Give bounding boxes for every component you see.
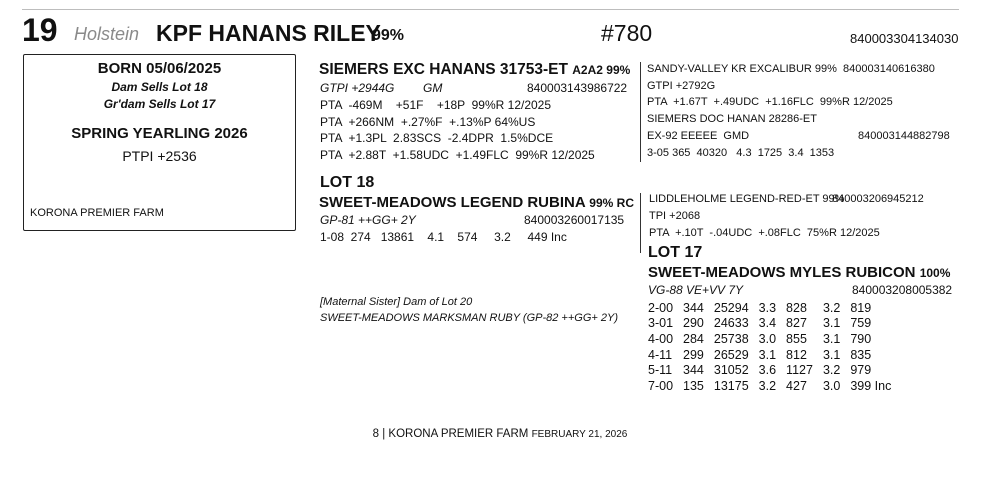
ptpi-value: PTPI +2536 — [122, 148, 197, 164]
born-date: BORN 05/06/2025 — [97, 60, 222, 77]
maternal-sister-name: SWEET-MEADOWS MARKSMAN RUBY (GP-82 ++GG+ 2Y) — [320, 312, 618, 324]
pedigree-bracket-dam — [640, 193, 641, 253]
record-cell: 399 Inc — [850, 378, 892, 393]
record-cell: 25294 — [713, 300, 749, 315]
info-box — [23, 54, 296, 231]
sire-dam-classification: EX-92 EEEEE GMD — [647, 130, 750, 142]
record-cell: 26529 — [713, 347, 749, 362]
grand-dam-classification: VG-88 VE+VV 7Y — [648, 283, 744, 297]
dam-sells-note: Dam Sells Lot 18 — [111, 80, 208, 94]
grand-dam-lot-label: LOT 17 — [648, 244, 703, 261]
grand-dam-name-text: SWEET-MEADOWS MYLES RUBICON — [648, 264, 916, 281]
sire-suffix: A2A2 99% — [572, 63, 631, 77]
record-cell: 299 — [683, 347, 704, 362]
record-cell: 3.1 — [822, 347, 841, 362]
record-cell: 3.2 — [758, 378, 777, 393]
record-cell: 3.1 — [822, 331, 841, 346]
animal-name: KPF HANANS RILEY — [156, 20, 381, 46]
animal-registration: 840003304134030 — [850, 31, 959, 46]
record-cell: 5-11 — [648, 363, 673, 378]
record-cell: 3-01 — [648, 316, 674, 331]
sire-gtpi: GTPI +2944G — [320, 81, 395, 95]
record-cell: 25738 — [713, 331, 749, 346]
show-class: SPRING YEARLING 2026 — [71, 125, 248, 142]
record-cell: 344 — [683, 363, 704, 378]
record-cell: 979 — [850, 363, 872, 378]
grand-dam-registration: 840003208005382 — [852, 283, 953, 297]
grand-dam-sells-note: Gr'dam Sells Lot 17 — [103, 97, 216, 111]
record-cell: 790 — [850, 331, 872, 346]
tag-number: #780 — [601, 20, 653, 46]
maternal-sister-label: [Maternal Sister] Dam of Lot 20 — [320, 296, 473, 308]
record-cell: 3.1 — [758, 347, 777, 362]
record-cell: 24633 — [713, 316, 749, 331]
record-cell: 759 — [850, 316, 872, 331]
sire-name-text: SIEMERS EXC HANANS 31753-ET — [319, 61, 568, 78]
record-cell: 3.4 — [758, 316, 777, 331]
sire-sire-gtpi: GTPI +2792G — [647, 80, 716, 92]
record-cell: 290 — [683, 316, 704, 331]
sire-dam-record: 3-05 365 40320 4.3 1725 3.4 1353 — [647, 147, 835, 159]
dam-name — [319, 194, 634, 211]
page-footer — [0, 428, 1000, 440]
record-cell: 4-11 — [648, 347, 673, 362]
record-cell: 7-00 — [648, 378, 674, 393]
sire-pta-line4: PTA +2.88T +1.58UDC +1.49FLC 99%R 12/2025 — [320, 148, 595, 162]
record-cell: 828 — [786, 300, 807, 315]
record-cell: 427 — [786, 378, 807, 393]
record-cell: 135 — [683, 378, 704, 393]
sire-dam-registration: 840003144882798 — [858, 130, 950, 142]
record-row — [648, 362, 901, 378]
record-cell: 3.0 — [822, 378, 841, 393]
sire-sire-line: SANDY-VALLEY KR EXCALIBUR 99% 840003140616380 — [647, 63, 935, 75]
animal-percent: 99% — [372, 27, 405, 44]
record-cell: 1127 — [786, 363, 813, 378]
record-cell: 284 — [683, 331, 704, 346]
record-cell: 3.2 — [822, 300, 841, 315]
sire-pta-line1: PTA -469M +51F +18P 99%R 12/2025 — [320, 98, 552, 112]
sire-sire-pta: PTA +1.67T +.49UDC +1.16FLC 99%R 12/2025 — [647, 96, 893, 108]
record-cell: 855 — [786, 331, 807, 346]
footer-date: FEBRUARY 21, 2026 — [531, 429, 628, 440]
sire-registration: 840003143986722 — [527, 81, 628, 95]
record-row — [648, 378, 901, 394]
dam-sire-pta: PTA +.10T -.04UDC +.08FLC 75%R 12/2025 — [649, 227, 880, 239]
sire-dam-name: SIEMERS DOC HANAN 28286-ET — [647, 113, 817, 125]
dam-classification: GP-81 ++GG+ 2Y — [320, 213, 416, 227]
record-row — [648, 331, 901, 347]
breed-label: Holstein — [74, 24, 140, 44]
record-cell: 819 — [850, 300, 872, 315]
dam-sire-line: LIDDLEHOLME LEGEND-RED-ET 99% — [649, 193, 845, 205]
record-cell: 3.1 — [822, 316, 841, 331]
pedigree-bracket-sire — [640, 62, 641, 162]
record-cell: 4-00 — [648, 331, 674, 346]
record-cell: 3.2 — [822, 363, 841, 378]
dam-lot-label: LOT 18 — [320, 174, 375, 191]
record-cell: 2-00 — [648, 300, 674, 315]
dam-record: 1-08 274 13861 4.1 574 3.2 449 Inc — [320, 230, 567, 244]
record-cell: 31052 — [713, 363, 749, 378]
record-row — [648, 300, 901, 316]
footer-page: 8 | KORONA PREMIER FARM — [372, 428, 529, 440]
record-cell: 835 — [850, 347, 872, 362]
record-row — [648, 316, 901, 332]
grand-dam-suffix: 100% — [919, 266, 951, 280]
grand-dam-records — [648, 300, 901, 394]
record-cell: 3.0 — [758, 331, 777, 346]
lot-number: 19 — [22, 12, 58, 48]
dam-sire-tpi: TPI +2068 — [649, 210, 701, 222]
dam-name-text: SWEET-MEADOWS LEGEND RUBINA — [319, 194, 586, 211]
header-rule — [22, 9, 959, 10]
dam-registration: 840003260017135 — [524, 213, 625, 227]
sire-pta-line2: PTA +266NM +.27%F +.13%P 64%US — [320, 115, 536, 129]
dam-suffix: 99% RC — [589, 196, 634, 210]
record-row — [648, 347, 901, 363]
record-cell: 812 — [786, 347, 807, 362]
dam-sire-registration: 840003206945212 — [832, 193, 924, 205]
consignor-farm: KORONA PREMIER FARM — [30, 207, 164, 219]
record-cell: 344 — [683, 300, 704, 315]
sire-pta-line3: PTA +1.3PL 2.83SCS -2.4DPR 1.5%DCE — [320, 131, 554, 145]
record-cell: 827 — [786, 316, 807, 331]
record-cell: 13175 — [713, 378, 749, 393]
grand-dam-name — [648, 264, 950, 281]
record-cell: 3.3 — [758, 300, 777, 315]
sire-name — [319, 61, 630, 79]
sire-gm: GM — [423, 81, 443, 95]
record-cell: 3.6 — [758, 363, 777, 378]
